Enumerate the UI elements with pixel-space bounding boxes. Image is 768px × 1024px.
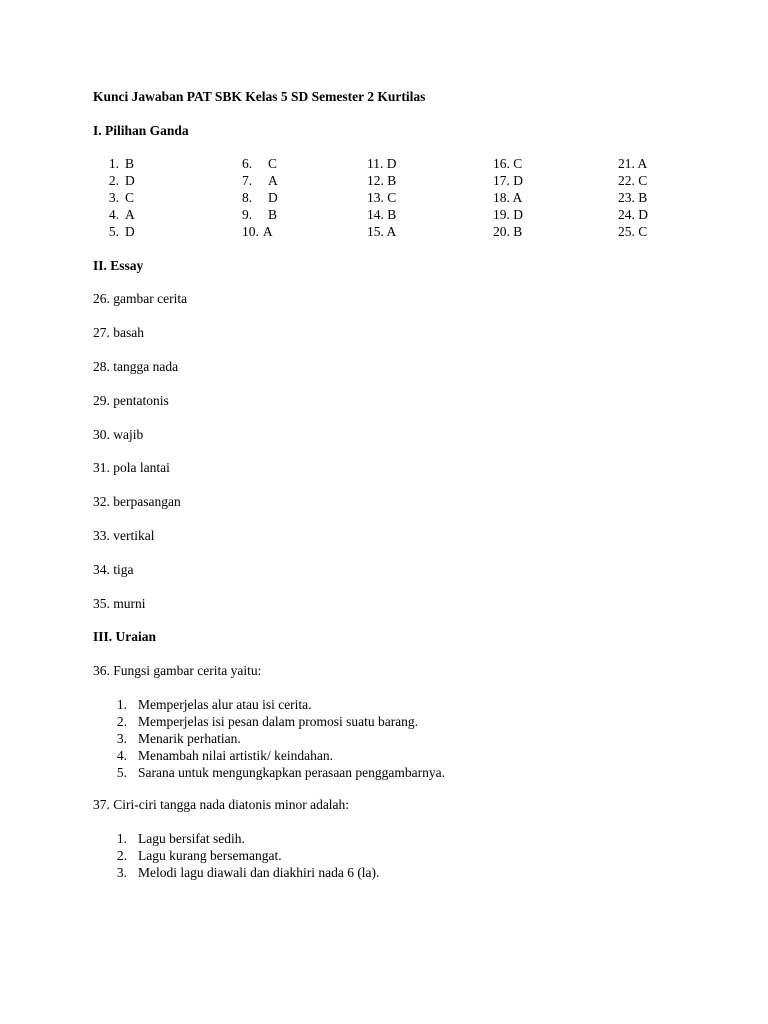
list-item: 2. Memperjelas isi pesan dalam promosi suatu barang. — [116, 714, 419, 729]
list-item: 1. Lagu bersifat sedih. — [116, 831, 245, 846]
mc-column-1 — [93, 155, 135, 240]
mc-answer: 17. D — [493, 173, 523, 188]
mc-answer: 10. A — [242, 224, 273, 239]
mc-answer: 4. A — [108, 207, 135, 222]
mc-column-4 — [493, 155, 523, 240]
section-heading-pilihan-ganda: I. Pilihan Ganda — [93, 123, 189, 138]
essay-answer: 31. pola lantai — [93, 460, 170, 475]
section-heading-essay: II. Essay — [93, 258, 144, 273]
list-item: 1. Memperjelas alur atau isi cerita. — [116, 697, 312, 712]
mc-answer: 12. B — [367, 173, 397, 188]
list-item: 3. Melodi lagu diawali dan diakhiri nada 6 (la). — [116, 865, 380, 880]
list-item: 5. Sarana untuk mengungkapkan perasaan penggambarnya. — [116, 765, 446, 780]
list-item: 2. Lagu kurang bersemangat. — [116, 848, 282, 863]
mc-answer: 9. B — [242, 207, 278, 222]
mc-answer: 1. B — [108, 156, 135, 171]
mc-answer: 8. D — [242, 190, 278, 205]
essay-answer: 28. tangga nada — [93, 359, 179, 374]
mc-answer: 11. D — [367, 156, 397, 171]
mc-answer: 14. B — [367, 207, 397, 222]
mc-answer: 24. D — [618, 207, 648, 222]
mc-answer: 18. A — [493, 190, 523, 205]
question-36: 36. Fungsi gambar cerita yaitu: — [93, 663, 262, 678]
mc-answer: 13. C — [367, 190, 397, 205]
document-title: Kunci Jawaban PAT SBK Kelas 5 SD Semester 2 Kurtilas — [93, 89, 426, 104]
mc-answer: 20. B — [493, 224, 523, 239]
mc-answer: 19. D — [493, 207, 523, 222]
mc-answer: 21. A — [618, 156, 648, 171]
essay-answer: 32. berpasangan — [93, 494, 181, 509]
mc-answer: 15. A — [367, 224, 397, 239]
mc-column-5 — [618, 155, 648, 240]
mc-answer: 23. B — [618, 190, 648, 205]
essay-answer: 30. wajib — [93, 427, 144, 442]
essay-answer: 35. murni — [93, 596, 146, 611]
essay-answer: 33. vertikal — [93, 528, 155, 543]
answer-list-36 — [113, 696, 445, 781]
essay-answer: 34. tiga — [93, 562, 134, 577]
mc-answer: 6. C — [242, 156, 278, 171]
answer-list-37 — [113, 830, 379, 881]
list-item: 4. Menambah nilai artistik/ keindahan. — [116, 748, 333, 763]
essay-answer: 26. gambar cerita — [93, 291, 188, 306]
mc-answer: 25. C — [618, 224, 648, 239]
mc-answer: 16. C — [493, 156, 523, 171]
mc-answer: 2. D — [108, 173, 135, 188]
essay-answer: 29. pentatonis — [93, 393, 169, 408]
mc-column-3 — [367, 155, 397, 240]
mc-answer: 3. C — [108, 190, 135, 205]
section-heading-uraian: III. Uraian — [93, 629, 157, 644]
list-item: 3. Menarik perhatian. — [116, 731, 241, 746]
question-37: 37. Ciri-ciri tangga nada diatonis minor adalah: — [93, 797, 350, 812]
mc-answer: 7. A — [242, 173, 278, 188]
mc-answer: 22. C — [618, 173, 648, 188]
mc-column-2 — [242, 155, 278, 240]
mc-answer: 5. D — [108, 224, 135, 239]
essay-answer: 27. basah — [93, 325, 144, 340]
